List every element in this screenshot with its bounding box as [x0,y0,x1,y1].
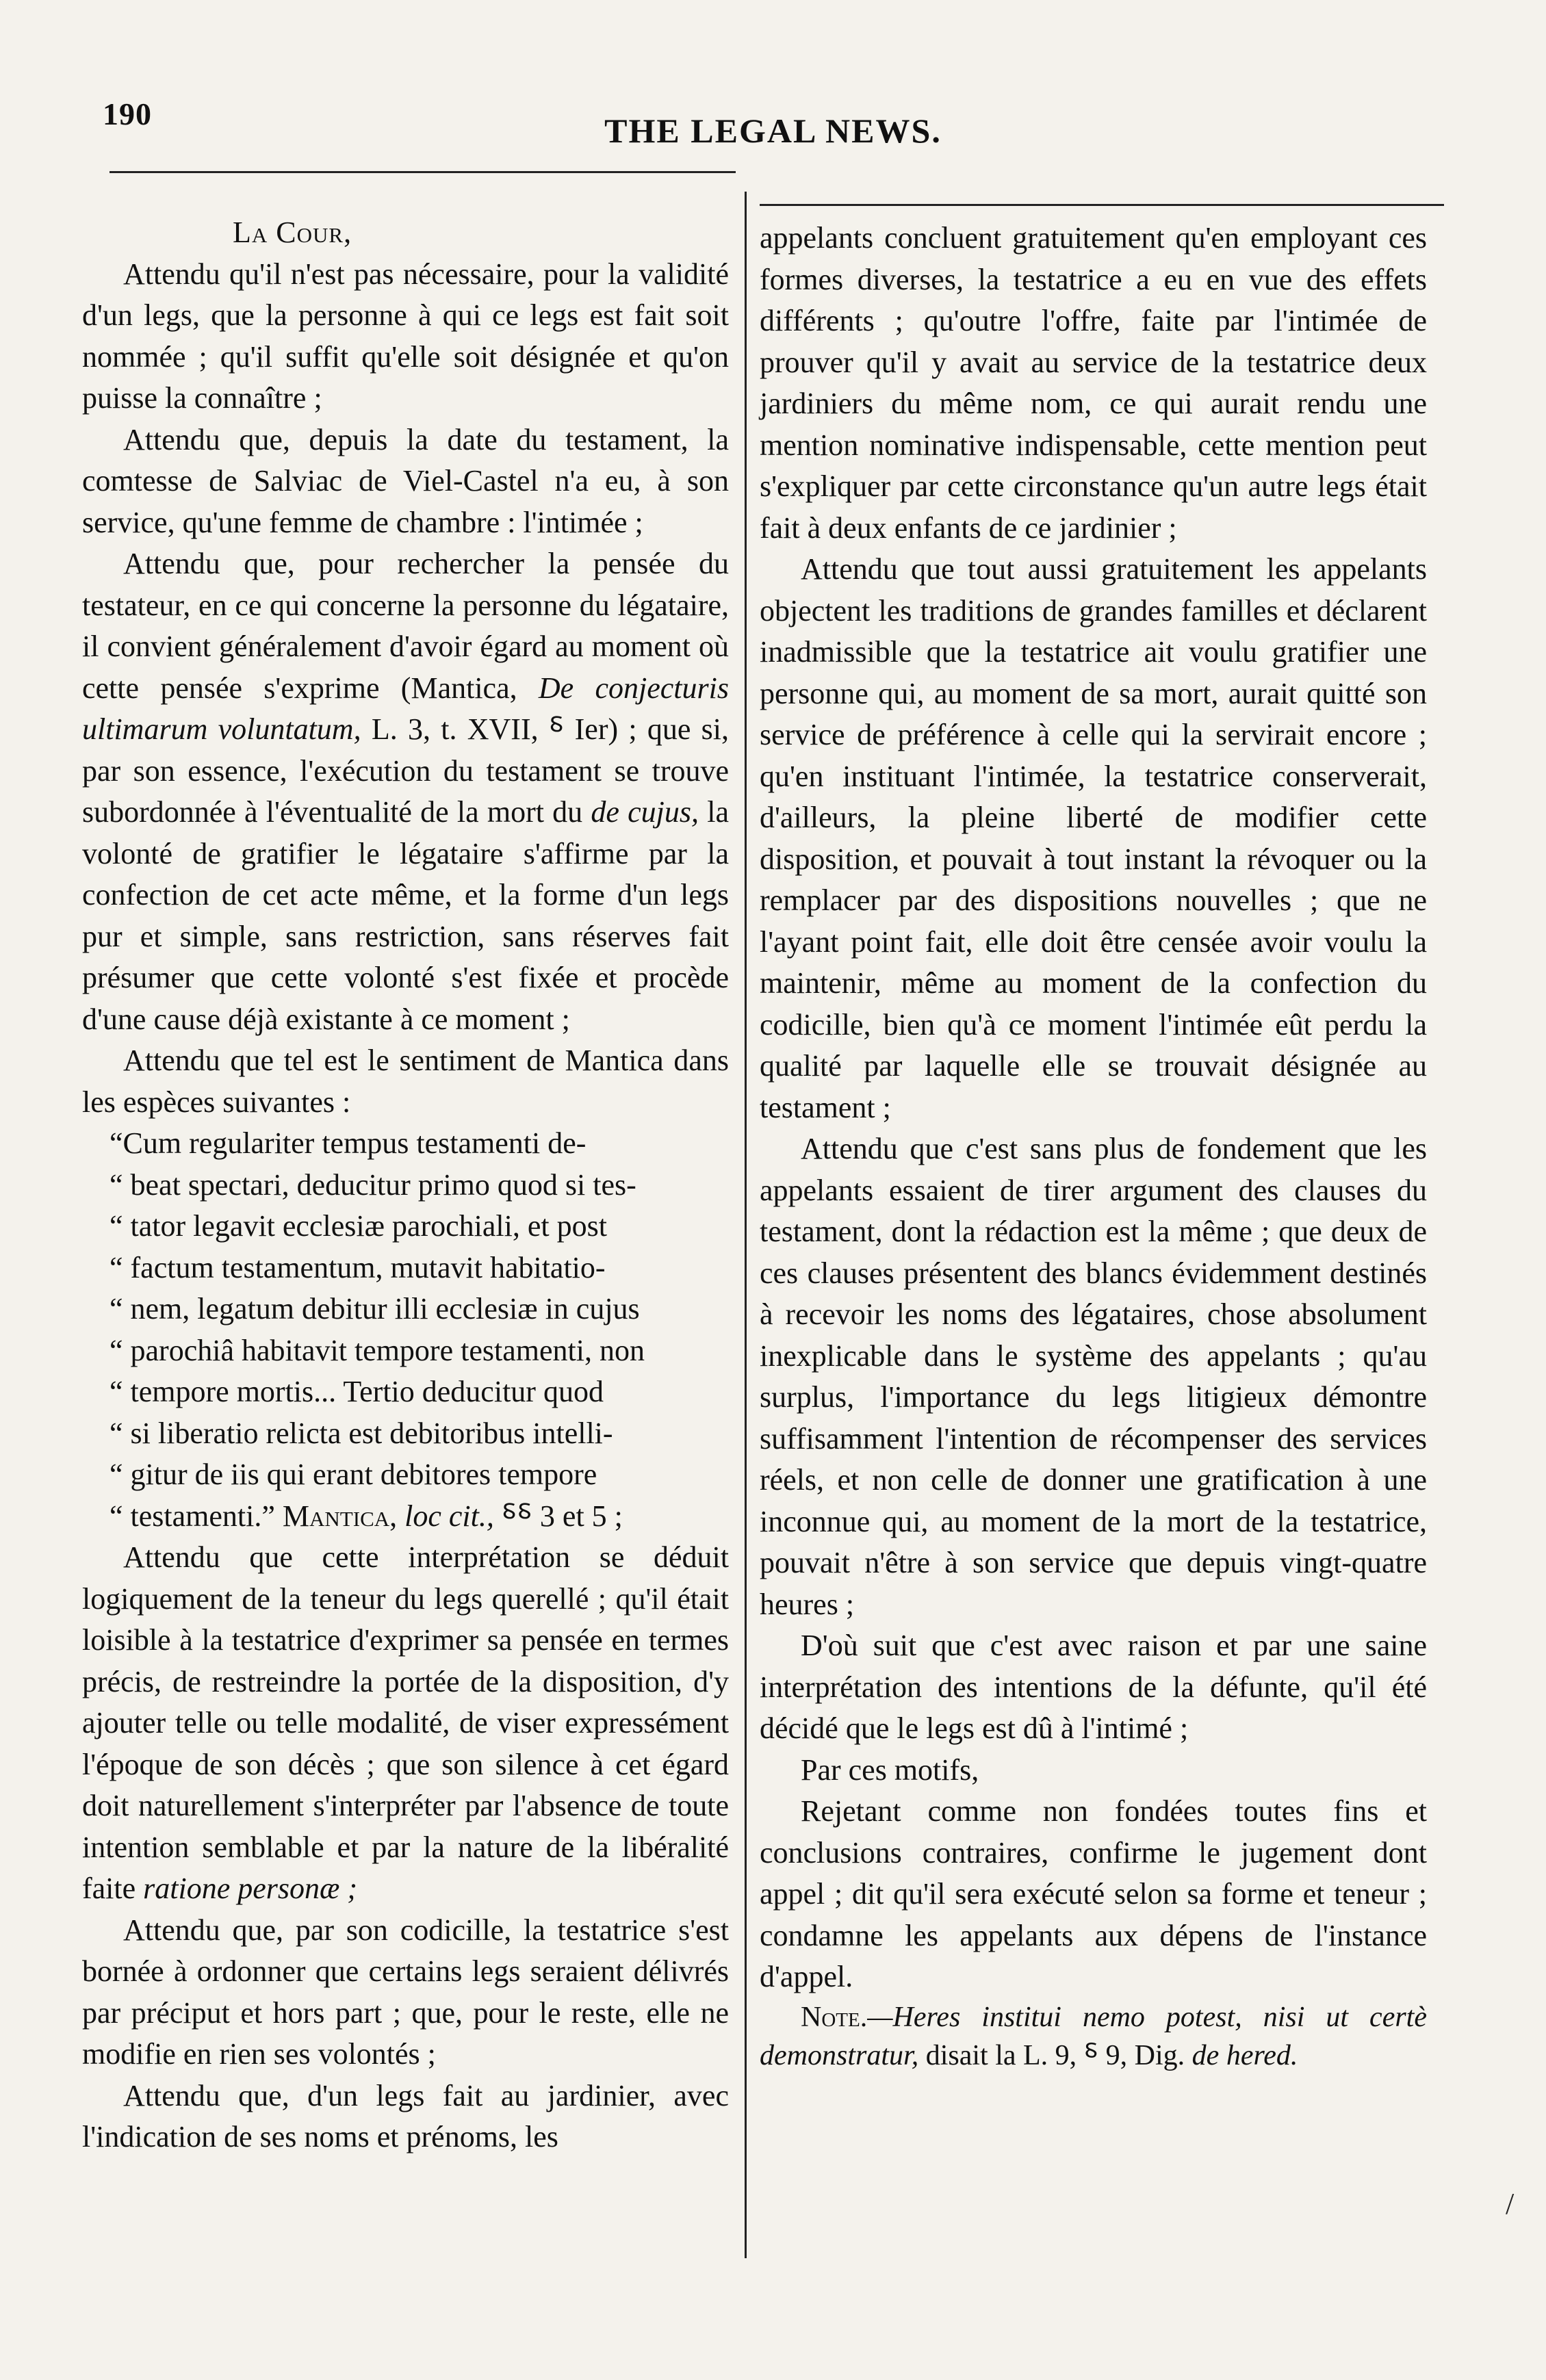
column-divider [745,192,747,2258]
right-column-rule [760,204,1444,206]
quote-line: “Cum regulariter tempus testamenti de- [109,1126,587,1160]
margin-mark: / [1506,2187,1515,2221]
paragraph: Attendu que, d'un legs fait au jardinier, avec l'indication de ses noms et prénoms, les [82,2078,729,2153]
running-head-title: THE LEGAL NEWS. [604,112,942,150]
quote-line: “ nem, legatum debitur illi ecclesiæ in cujus [109,1292,640,1325]
quote-line: “ tator legavit ecclesiæ parochiali, et post [109,1209,607,1243]
paragraph: Attendu que, pour rechercher la pensée du testateur, en ce qui concerne la personne du légataire, il convient généralement d'avoir égard au moment où cette pensée s'exprime (Mantica, De conjecturis ultimarum voluntatum, L. 3, t. XVII, ⸹ Ier) ; que si, par son essence, l'exécution du testament se trouve subordonnée à l'éventualité de la mort du de cujus, la volonté de gratifier le légataire s'affirme par la confection de cet acte même, et la forme d'un legs pur et simple, sans restriction, sans réserves fait présumer que cette volonté s'est fixée et procède d'une cause déjà existante à ce moment ; [82,547,730,1036]
paragraph: Attendu que, par son codicille, la testatrice s'est bornée à ordonner que certains legs seraient délivrés par préciput et hors part ; que, pour le reste, elle ne modifie en rien ses volontés ; [82,1913,729,2071]
paragraph: D'où suit que c'est avec raison et par une saine interprétation des intentions de la défunte, qu'il été décidé que le legs est dû à l'intimé ; [760,1629,1427,1745]
quote-line: “ beat spectari, deducitur primo quod si tes- [109,1167,636,1202]
latin-quotation [82,1123,729,1537]
paragraph: Attendu que tel est le sentiment de Mantica dans les espèces suivantes : [82,1044,729,1119]
quote-line: “ gitur de iis qui erant debitores tempore [109,1458,597,1491]
paragraph: Attendu que, depuis la date du testament, la comtesse de Salviac de Viel-Castel n'a eu, à son service, qu'une femme de chambre : l'intimée ; [82,422,729,539]
quote-line: “ parochiâ habitavit tempore testamenti, non [109,1333,645,1367]
quote-citation: “ testamenti.” Mantica, loc cit., ⸹⸹ 3 et 5 ; [109,1499,623,1533]
footnote: Note.—Heres institui nemo potest, nisi ut certè demonstratur, disait la L. 9, ⸹ 9, Dig. de hered. [760,2001,1427,2071]
paragraph-continued: appelants concluent gratuitement qu'en employant ces formes diverses, la testatrice a eu en vue des effets différents ; qu'outre l'offre, faite par l'intimée de prouver qu'il y avait au service de la testatrice deux jardiniers du même nom, ce qui aurait rendu une mention nominative indispensable, cette mention peut s'expliquer par cette circonstance qu'un autre legs était fait à deux enfants de ce jardinier ; [760,221,1427,545]
paragraph: Attendu que cette interprétation se déduit logiquement de la teneur du legs querellé ; qu'il était loisible à la testatrice d'exprimer sa pensée en termes précis, de restreindre la portée de la disposition, d'y ajouter telle ou telle modalité, de viser expressément l'époque de son décès ; que son silence à cet égard doit naturellement s'interpréter par l'absence de toute intention semblable et par la nature de la libéralité faite ratione personæ ; [82,1540,729,1905]
left-column [82,212,729,2158]
quote-line: “ tempore mortis... Tertio deducitur quod [109,1375,604,1408]
paragraph: Attendu que c'est sans plus de fondement que les appelants essaient de tirer argument des clauses du testament, dont la rédaction est la même ; que deux de ces clauses présentent des blancs évidemment destinés à recevoir les noms des légataires, chose absolument inexplicable dans le système des appelants ; qu'au surplus, l'importance du legs litigieux démontre suffisamment l'intention de récompenser des services réels, et non celle de donner une gratification à une inconnue qui, au moment de la mort de la testatrice, pouvait n'être à son service que depuis vingt-quatre heures ; [760,1132,1427,1621]
paragraph: Rejetant comme non fondées toutes fins et conclusions contraires, confirme le jugement dont appel ; dit qu'il sera exécuté selon sa forme et teneur ; condamne les appelants aux dépens de l'instance d'appel. [760,1794,1427,1993]
paragraph: Attendu qu'il n'est pas nécessaire, pour la validité d'un legs, que la personne à qui ce legs est fait soit nommée ; qu'il suffit qu'elle soit désignée et qu'on puisse la connaître ; [82,257,729,415]
paragraph: Par ces motifs, [801,1752,979,1787]
quote-line: “ si liberatio relicta est debitoribus intelli- [109,1416,613,1450]
court-heading: La Cour, [233,216,352,249]
paragraph: Attendu que tout aussi gratuitement les appelants objectent les traditions de grandes familles et déclarent inadmissible que la testatrice ait voulu gratifier une personne qui, au moment de sa mort, aurait quitté son service de préférence à celle qui la servirait encore ; qu'en instituant l'intimée, la testatrice conserverait, d'ailleurs, la pleine liberté de modifier cette disposition, et pouvait à tout instant la révoquer ou la remplacer par des dispositions nouvelles ; que ne l'ayant point fait, elle doit être censée avoir voulu la maintenir, même au moment de la confection du codicille, bien qu'à ce moment l'intimée eût perdu la qualité par laquelle elle se trouvait désignée au testament ; [760,552,1427,1124]
right-column [760,218,1427,2075]
quote-line: “ factum testamentum, mutavit habitatio- [109,1250,606,1284]
page-number: 190 [103,96,152,131]
header-rule [109,171,736,173]
